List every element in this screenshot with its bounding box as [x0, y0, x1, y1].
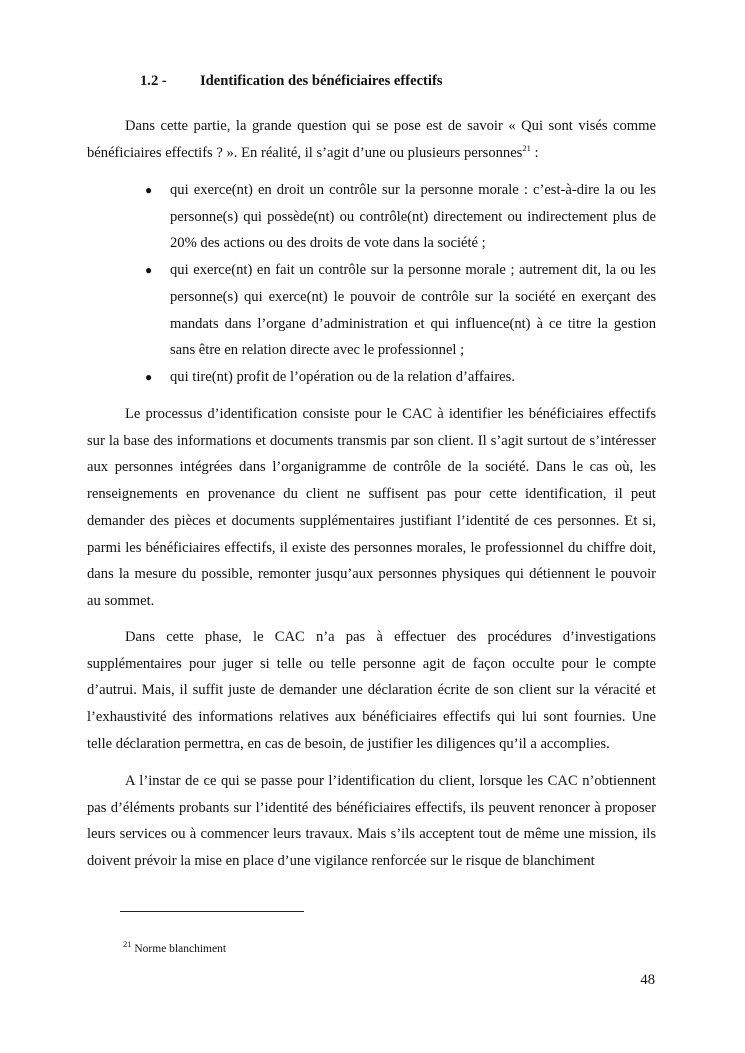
- list-item-text: qui tire(nt) profit de l’opération ou de la relation d’affaires.: [170, 368, 515, 385]
- instar-paragraph: A l’instar de ce qui se passe pour l’identification du client, lorsque les CAC n’obtiennent pas d’éléments probants sur l’identité des bénéficiaires effectifs, ils peuvent renoncer à proposer leurs services ou à commencer leurs travaux. Mais s’ils acceptent tout de même une mission, ils doivent prévoir la mise en place d’une vigilance renforcée sur le risque de blanchiment: [87, 773, 656, 870]
- footnote-number: 21: [123, 939, 132, 950]
- section-heading: [140, 73, 443, 90]
- section-title: Identification des bénéficiaires effectifs: [200, 73, 443, 89]
- bullet-icon: ●: [145, 183, 153, 197]
- beneficiary-criteria-list: [141, 177, 656, 391]
- list-item-text: qui exerce(nt) en fait un contrôle sur la personne morale ; autrement dit, la ou les personne(s) qui exerce(nt) le pouvoir de contrôle sur la société en exerçant des mandats dans l’organe d’administration et qui influence(nt) à ce titre la gestion sans être en relation directe avec le professionnel ;: [170, 262, 656, 359]
- list-item: [141, 177, 656, 257]
- list-item-text: qui exerce(nt) en droit un contrôle sur la personne morale : c’est-à-dire la ou les personne(s) qui possède(nt) ou contrôle(nt) directement ou indirectement plus de 20% des actions ou des droits de vote dans la société ;: [170, 182, 656, 252]
- intro-colon: :: [530, 144, 539, 161]
- footnote-text: Norme blanchiment: [131, 943, 227, 955]
- page-number: 48: [640, 972, 655, 988]
- list-item: [141, 364, 656, 391]
- intro-paragraph: [87, 113, 656, 166]
- bullet-icon: ●: [145, 263, 153, 278]
- process-paragraph: Le processus d’identification consiste pour le CAC à identifier les bénéficiaires effectifs sur la base des informations et documents transmis par son client. Il s’agit surtout de s’intéresser aux personnes intégrées dans l’organigramme de contrôle de la société. Dans le cas où, les renseignements en provenance du client ne suffisent pas pour cette identification, il peut demander des pièces et documents supplémentaires justifiant l’identité de ces personnes. Et si, parmi les bénéficiaires effectifs, il existe des personnes morales, le professionnel du chiffre doit, dans la mesure du possible, remonter jusqu’aux personnes physiques qui détiennent le pouvoir au sommet.: [87, 406, 656, 609]
- list-item: [141, 257, 656, 364]
- section-number: 1.2 -: [140, 73, 167, 89]
- bullet-icon: ●: [145, 369, 153, 384]
- intro-text: Dans cette partie, la grande question qui se pose est de savoir « Qui sont visés comme bénéficiaires effectifs ? ». En réalité, il s’agit d’une ou plusieurs personnes: [87, 118, 656, 161]
- footnote-divider: [120, 911, 304, 912]
- footnote-reference[interactable]: 21: [522, 142, 531, 153]
- footnote: [123, 939, 227, 955]
- phase-paragraph: Dans cette phase, le CAC n’a pas à effectuer des procédures d’investigations supplémentaires pour juger si telle ou telle personne agit de façon occulte pour le compte d’autrui. Mais, il suffit juste de demander une déclaration écrite de son client sur la véracité et l’exhaustivité des informations relatives aux bénéficiaires effectifs qui lui sont fournies. Une telle déclaration permettra, en cas de besoin, de justifier les diligences qu’il a accomplies.: [87, 629, 656, 752]
